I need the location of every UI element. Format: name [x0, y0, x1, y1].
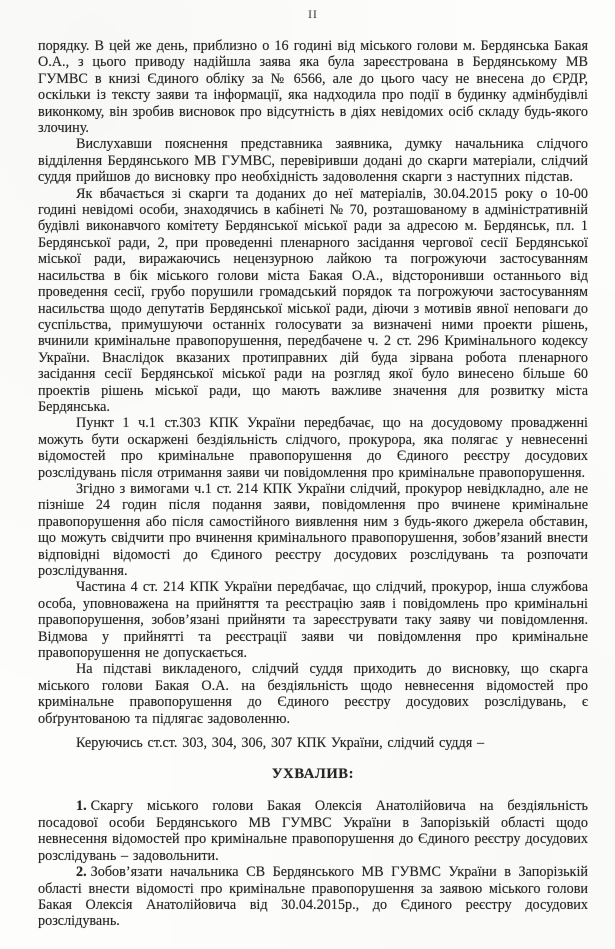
paragraph-law-art214-p4: Частина 4 ст. 214 КПК України передбачає, що слідчий, прокурор, інша службова особа, уповноважена на прийняття та реєстрацію заяв і повідомлень про кримінальні правопорушення, зобов’язані прийняти та зареєструвати таку заяву чи повідомлення. Відмова у прийнятті та реєстрації заяви чи повідомлення про кримінальне правопорушення не допускається.: [38, 579, 588, 662]
paragraph-continuation: порядку. В цей же день, приблизно о 16 годині від міського голови м. Бердянська Бакая О.А., з цього приводу надійшла заява яка була зареєстрована в Бердянському МВ ГУМВС в книзі Єдиного обліку за № 6566, але до цього часу не внесена до ЄРДР, оскільки із тексту заяви та інформації, яка надходила про події в будинку адмінбудівлі виконкому, він зробив висновок про відсутність в діях невідомих осіб складу будь-якого злочину.: [38, 38, 588, 137]
page-number: ІІ: [308, 9, 318, 21]
ruling-item-2-number: 2.: [76, 864, 87, 881]
paragraph-legal-basis: Керуючись ст.ст. 303, 304, 306, 307 КПК України, слідчий суддя –: [76, 735, 485, 752]
ruling-item-1: [38, 798, 588, 864]
paragraph-hearing-summary: Вислухавши пояснення представника заявника, думку начальника слідчого відділення Бердянського МВ ГУМВС, перевіривши додані до скарги матеріали, слідчий суддя прийшов до висновку про необхідність задоволення скарги з наступних підстав.: [38, 136, 588, 186]
ruling-item-2-text: Зобов’язати начальника СВ Бердянського МВ ГУВМС України в Запорізькій області внести відомості про кримінальне правопорушення за заявою міського голови Бакая Олексія Анатолійовича від 30.04.2015р., до Єдиного реєстру досудових розслідувань.: [38, 864, 588, 930]
ruling-item-1-text: Скаргу міського голови Бакая Олексія Анатолійовича на бездіяльність посадової особи Бердянського МВ ГУМВС України в Запорізькій області щодо невнесення відомостей про кримінальне правопорушення до Єдиного реєстру досудових розслідувань – задовольнити.: [38, 798, 588, 864]
paragraph-conclusion: На підставі викладеного, слідчий суддя приходить до висновку, що скарга міського голови Бакая О.А. на бездіяльність щодо невнесення відомостей про кримінальне правопорушення до Єдиного реєстру досудових розслідувань, є обґрунтованою та підлягає задоволенню.: [38, 661, 588, 727]
ruling-heading: УХВАЛИВ:: [271, 766, 355, 783]
paragraph-law-art303: Пункт 1 ч.1 ст.303 КПК України передбачає, що на досудовому провадженні можуть бути оскаржені бездіяльність слідчого, прокурора, яка полягає у невнесенні відомостей про кримінальне правопорушення до Єдиного реєстру досудових розслідувань після отримання заяви чи повідомлення про кримінальне правопорушення.: [38, 415, 588, 481]
ruling-item-1-number: 1.: [76, 798, 87, 815]
paragraph-law-art214-p1: Згідно з вимогами ч.1 ст. 214 КПК України слідчий, прокурор невідкладно, але не пізніше 24 годин після подання заяви, повідомлення про вчинене кримінальне правопорушення або після самостійного виявлення ним з будь-якого джерела обставин, що можуть свідчити про вчинення кримінального правопорушення, зобов’язаний внести відповідні відомості до Єдиного реєстру досудових розслідувань та розпочати розслідування.: [38, 480, 588, 579]
ruling-item-2: [38, 864, 588, 930]
paragraph-incident-description: Як вбачається зі скарги та доданих до неї матеріалів, 30.04.2015 року о 10-00 годині невідомі особи, знаходячись в кабінеті № 70, розташованому в адміністративній будівлі виконавчого комітету Бердянської міської ради за адресою м. Бердянськ, пл. 1 Бердянської ради, 2, при проведенні пленарного засідання чергової сесії Бердянської міської ради, виражаючись нецензурною лайкою та погрожуючи застосуванням насильства в бік міського голови міста Бакая О.А., відсторонивши останнього від проведення сесії, грубо порушили громадський порядок та погрожуючи застосуванням насильства щодо депутатів Бердянської міської ради, діючи з мотивів явної неповаги до суспільства, примушуючи останніх голосувати за визначені ними проекти рішень, вчинили кримінальне правопорушення, передбачене ч. 2 ст. 296 Кримінального кодексу України. Внаслідок вказаних протиправних дій буда зірвана робота пленарного засідання сесії Бердянської міської ради на розгляд якої було винесено більше 60 проектів рішень міської ради, що мають важливе значення для розвитку міста Бердянська.: [38, 185, 588, 415]
